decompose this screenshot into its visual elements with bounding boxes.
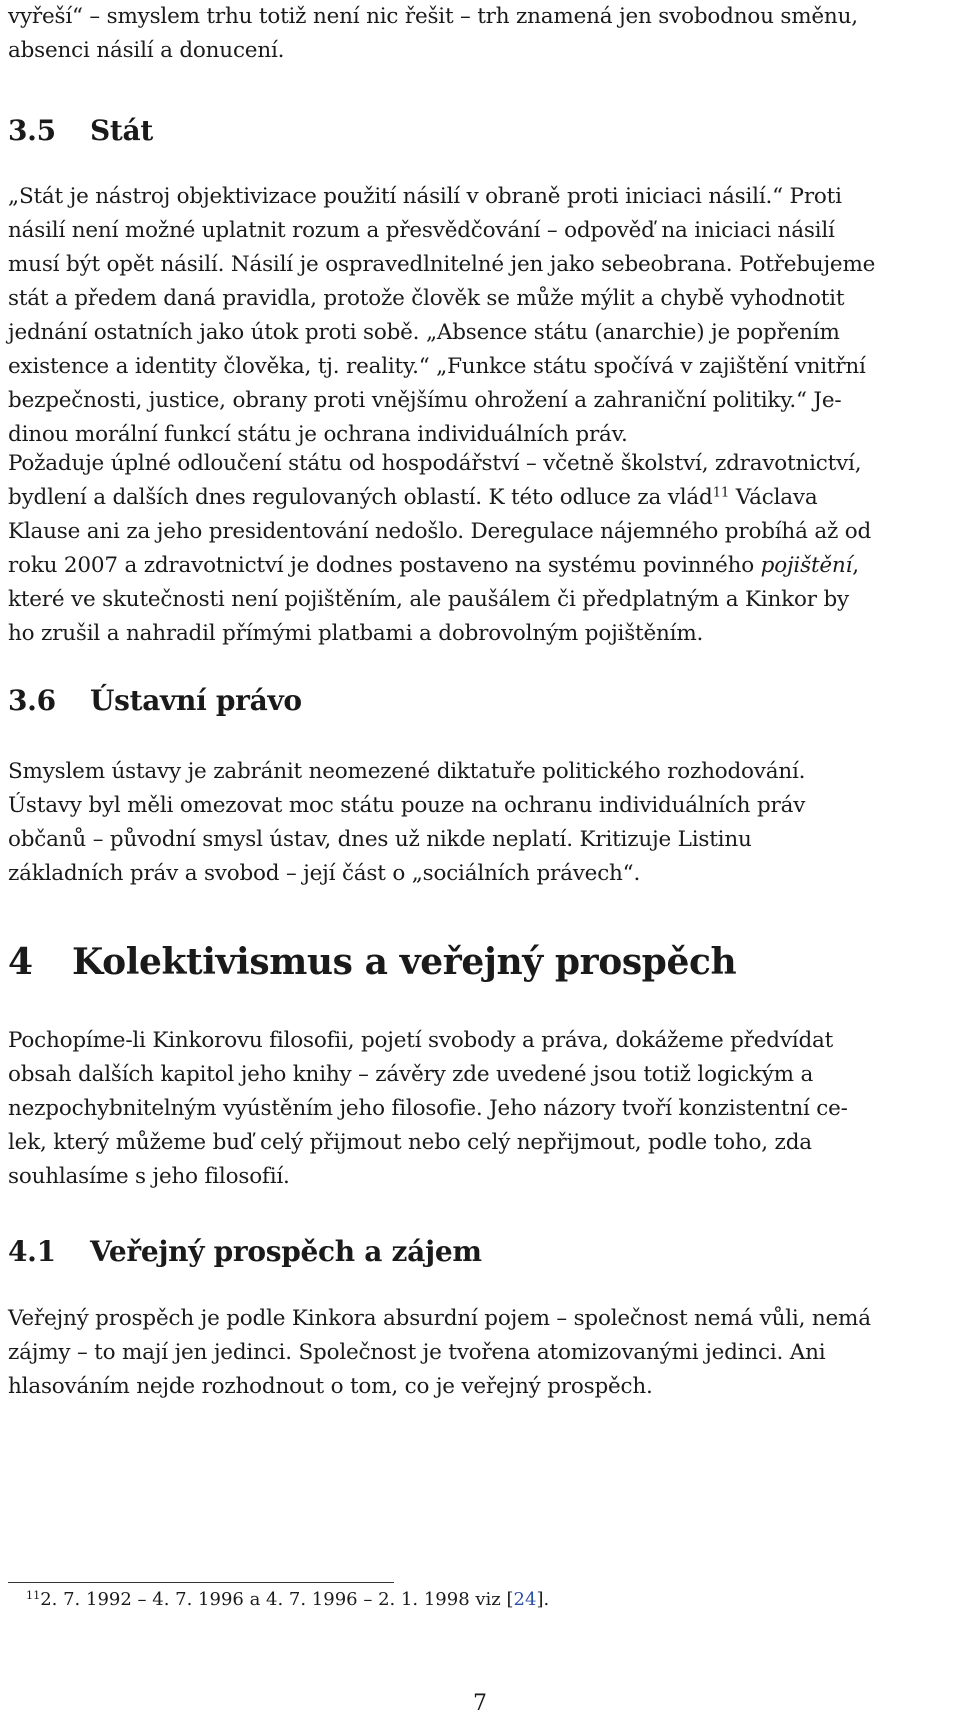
chapter-number: 4 bbox=[8, 941, 33, 983]
text-line: lek, který můžeme buď celý přijmout nebo celý nepřijmout, podle toho, zda bbox=[8, 1130, 812, 1155]
chapter-title: Kolektivismus a veřejný prospěch bbox=[72, 941, 737, 983]
section-title: Ústavní právo bbox=[90, 684, 302, 717]
section-number: 3.6 bbox=[8, 684, 56, 717]
section-number: 4.1 bbox=[8, 1235, 56, 1268]
text-line: Smyslem ústavy je zabránit neomezené diktatuře politického rozhodování. bbox=[8, 759, 806, 784]
chapter-4-paragraph bbox=[8, 1024, 956, 1194]
section-title: Stát bbox=[90, 114, 154, 147]
text-line: bezpečnosti, justice, obrany proti vnějšímu ohrožení a zahraniční politiky.“ Je- bbox=[8, 388, 842, 413]
section-heading-3-5 bbox=[8, 114, 956, 148]
text-line: zájmy – to mají jen jedinci. Společnost je tvořena atomizovanými jedinci. Ani bbox=[8, 1340, 826, 1365]
section-3-6-paragraph bbox=[8, 755, 956, 891]
section-4-1-paragraph bbox=[8, 1302, 956, 1404]
text-line: roku 2007 a zdravotnictví je dodnes postaveno na systému povinného pojištění, bbox=[8, 553, 859, 578]
text-line: existence a identity člověka, tj. reality.“ „Funkce státu spočívá v zajištění vnitřní bbox=[8, 354, 866, 379]
text-line: základních práv a svobod – její část o „sociálních právech“. bbox=[8, 861, 641, 886]
text-line: násilí není možné uplatnit rozum a přesvědčování – odpověď na iniciaci násilí bbox=[8, 218, 835, 243]
citation-link[interactable]: 24 bbox=[513, 1589, 537, 1610]
section-title: Veřejný prospěch a zájem bbox=[90, 1235, 482, 1268]
section-3-5-paragraph-2 bbox=[8, 447, 956, 651]
text-line: občanů – původní smysl ústav, dnes už nikde neplatí. Kritizuje Listinu bbox=[8, 827, 752, 852]
text-line: Požaduje úplné odloučení státu od hospodářství – včetně školství, zdravotnictví, bbox=[8, 451, 862, 476]
text-line: musí být opět násilí. Násilí je ospravedlnitelné jen jako sebeobrana. Potřebujeme bbox=[8, 252, 876, 277]
text-line: Klause ani za jeho presidentování nedošlo. Deregulace nájemného probíhá až od bbox=[8, 519, 872, 544]
paragraph-continuation bbox=[8, 0, 956, 68]
text-line: ho zrušil a nahradil přímými platbami a dobrovolným pojištěním. bbox=[8, 621, 704, 646]
text-line: souhlasíme s jeho filosofií. bbox=[8, 1164, 290, 1189]
text-line: absenci násilí a donucení. bbox=[8, 38, 285, 63]
text-line: Ústavy byl měli omezovat moc státu pouze na ochranu individuálních práv bbox=[8, 793, 806, 818]
emphasis: pojištění bbox=[760, 553, 853, 578]
section-heading-4-1 bbox=[8, 1235, 956, 1269]
text-line: Pochopíme-li Kinkorovu filosofii, pojetí svobody a práva, dokážeme předvídat bbox=[8, 1028, 834, 1053]
text-line: nezpochybnitelným vyústěním jeho filosofie. Jeho názory tvoří konzistentní ce- bbox=[8, 1096, 848, 1121]
text-line: hlasováním nejde rozhodnout o tom, co je veřejný prospěch. bbox=[8, 1374, 653, 1399]
page-number: 7 bbox=[473, 1691, 487, 1716]
section-number: 3.5 bbox=[8, 114, 56, 147]
text-line: vyřeší“ – smyslem trhu totiž není nic řešit – trh znamená jen svobodnou směnu, bbox=[8, 4, 858, 29]
footnote: $^{11}$2. 7. 1992 – 4. 7. 1996 a 4. 7. 1996 – 2. 1. 1998 viz [24]. bbox=[26, 1588, 550, 1610]
text-line: bydlení a dalších dnes regulovaných oblastí. K této odluce za vlád$^{11}$ Václava bbox=[8, 485, 818, 510]
footnote-mark: 11 bbox=[712, 485, 730, 501]
text-line: „Stát je nástroj objektivizace použití násilí v obraně proti iniciaci násilí.“ Proti bbox=[8, 184, 842, 209]
text-line: které ve skutečnosti není pojištěním, ale paušálem či předplatným a Kinkor by bbox=[8, 587, 849, 612]
section-3-5-paragraph-1 bbox=[8, 180, 956, 452]
text-line: dinou morální funkcí státu je ochrana individuálních práv. bbox=[8, 422, 628, 447]
text-line: obsah dalších kapitol jeho knihy – závěry zde uvedené jsou totiž logickým a bbox=[8, 1062, 814, 1087]
section-heading-3-6 bbox=[8, 684, 956, 718]
footnote-text: 2. 7. 1992 – 4. 7. 1996 a 4. 7. 1996 – 2. 1. 1998 viz [ bbox=[40, 1589, 514, 1610]
text-line: jednání ostatních jako útok proti sobě. „Absence státu (anarchie) je popřením bbox=[8, 320, 840, 345]
text-line: stát a předem daná pravidla, protože člověk se může mýlit a chybě vyhodnotit bbox=[8, 286, 845, 311]
footnote-rule bbox=[8, 1582, 394, 1583]
footnote-mark: 11 bbox=[26, 1588, 41, 1602]
chapter-heading-4 bbox=[8, 940, 956, 984]
text-line: Veřejný prospěch je podle Kinkora absurdní pojem – společnost nemá vůli, nemá bbox=[8, 1306, 871, 1331]
